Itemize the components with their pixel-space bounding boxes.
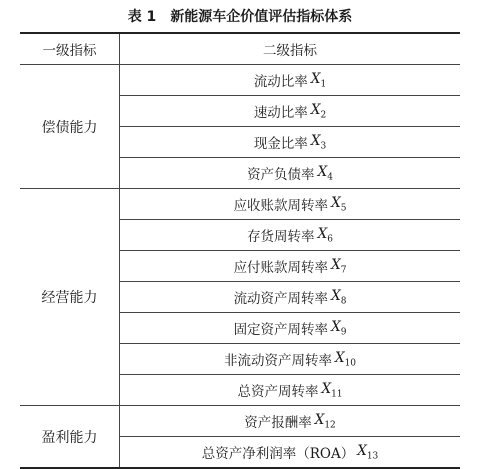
variable-subscript: 1 bbox=[320, 79, 327, 90]
indicator-label: 流动比率 bbox=[253, 74, 308, 90]
indicator-variable bbox=[318, 164, 333, 183]
indicator-label: 总资产净利润率（ROA） bbox=[201, 446, 355, 462]
indicator-label: 资产报酬率 bbox=[244, 415, 312, 431]
group-items bbox=[120, 189, 460, 405]
variable-subscript: 9 bbox=[340, 327, 347, 338]
indicator-variable bbox=[331, 257, 346, 276]
indicator-row bbox=[120, 127, 460, 158]
variable-symbol: X bbox=[314, 411, 325, 428]
indicator-row bbox=[120, 282, 460, 313]
variable-symbol: X bbox=[317, 225, 328, 242]
variable-symbol: X bbox=[310, 101, 321, 118]
header-level1: 一级指标 bbox=[20, 34, 120, 64]
indicator-row bbox=[120, 65, 460, 96]
indicator-row bbox=[120, 189, 460, 220]
variable-subscript: 2 bbox=[320, 110, 327, 121]
indicator-row bbox=[120, 375, 460, 405]
indicator-label: 流动资产周转率 bbox=[233, 291, 329, 307]
indicator-variable bbox=[331, 288, 346, 307]
variable-symbol: X bbox=[317, 163, 328, 180]
indicator-label: 应收账款周转率 bbox=[233, 198, 329, 214]
indicator-row bbox=[120, 437, 460, 467]
indicator-variable bbox=[321, 381, 342, 400]
indicator-row bbox=[120, 313, 460, 344]
indicator-table bbox=[20, 32, 460, 469]
table-title: 新能源车企价值评估指标体系 bbox=[170, 9, 353, 25]
variable-subscript: 11 bbox=[331, 389, 343, 400]
variable-subscript: 4 bbox=[327, 172, 333, 183]
variable-symbol: X bbox=[357, 442, 367, 459]
variable-subscript: 12 bbox=[324, 420, 336, 431]
variable-symbol: X bbox=[331, 256, 341, 273]
variable-subscript: 3 bbox=[320, 141, 327, 152]
group-name: 偿债能力 bbox=[20, 65, 120, 188]
variable-symbol: X bbox=[310, 70, 321, 87]
group-name: 经营能力 bbox=[20, 189, 120, 405]
indicator-variable bbox=[357, 443, 378, 462]
indicator-variable bbox=[311, 71, 326, 90]
indicator-label: 固定资产周转率 bbox=[233, 322, 329, 338]
variable-symbol: X bbox=[321, 380, 332, 397]
indicator-label: 总资产周转率 bbox=[237, 384, 319, 400]
indicator-variable bbox=[331, 195, 346, 214]
indicator-group bbox=[20, 189, 460, 406]
indicator-variable bbox=[335, 350, 356, 369]
table-body bbox=[20, 65, 460, 467]
indicator-row bbox=[120, 251, 460, 282]
indicator-group bbox=[20, 65, 460, 189]
indicator-group bbox=[20, 406, 460, 467]
table-caption bbox=[0, 6, 480, 28]
variable-subscript: 6 bbox=[327, 234, 333, 245]
group-items bbox=[120, 406, 460, 467]
variable-subscript: 5 bbox=[340, 203, 347, 214]
indicator-label: 存货周转率 bbox=[247, 229, 315, 245]
indicator-row bbox=[120, 158, 460, 188]
variable-symbol: X bbox=[331, 194, 341, 211]
variable-subscript: 13 bbox=[366, 451, 379, 462]
group-items bbox=[120, 65, 460, 188]
indicator-variable bbox=[331, 319, 346, 338]
table-number: 表 1 bbox=[127, 9, 157, 25]
header-level2: 二级指标 bbox=[263, 43, 317, 59]
table-header-row bbox=[20, 34, 460, 65]
indicator-variable bbox=[311, 133, 326, 152]
indicator-row bbox=[120, 96, 460, 127]
variable-symbol: X bbox=[331, 287, 341, 304]
indicator-row bbox=[120, 220, 460, 251]
variable-subscript: 7 bbox=[340, 265, 347, 276]
indicator-label: 应付账款周转率 bbox=[233, 260, 329, 276]
indicator-label: 非流动资产周转率 bbox=[223, 353, 332, 369]
indicator-row bbox=[120, 406, 460, 437]
variable-subscript: 10 bbox=[344, 358, 357, 369]
indicator-variable bbox=[311, 102, 326, 121]
indicator-label: 速动比率 bbox=[253, 105, 308, 121]
group-name: 盈利能力 bbox=[20, 406, 120, 467]
variable-subscript: 8 bbox=[340, 296, 347, 307]
indicator-label: 现金比率 bbox=[253, 136, 308, 152]
variable-symbol: X bbox=[310, 132, 321, 149]
indicator-row bbox=[120, 344, 460, 375]
indicator-variable bbox=[318, 226, 333, 245]
indicator-variable bbox=[315, 412, 336, 431]
variable-symbol: X bbox=[334, 349, 345, 366]
indicator-label: 资产负债率 bbox=[247, 167, 315, 183]
variable-symbol: X bbox=[331, 318, 341, 335]
